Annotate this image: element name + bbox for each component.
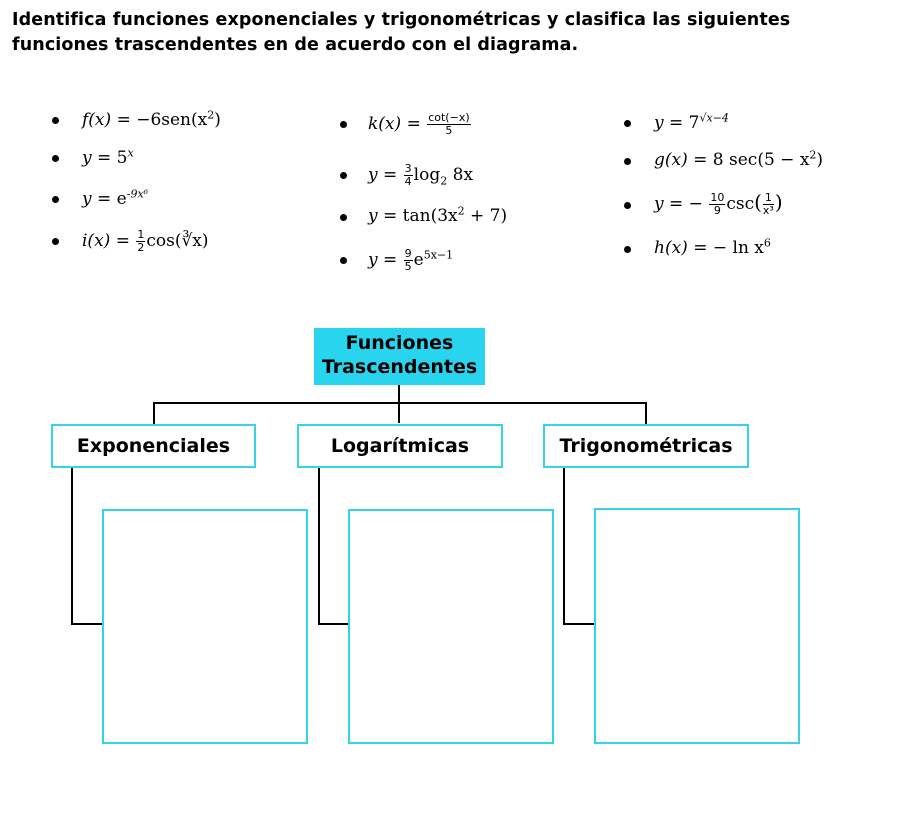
answer-box-exponenciales[interactable] (102, 509, 308, 744)
root-box (314, 328, 485, 385)
branch-line (318, 468, 320, 625)
root-line2: Trascendentes (321, 356, 478, 378)
bullet (624, 246, 631, 253)
bullet (340, 172, 347, 179)
connector-root (398, 385, 400, 423)
branch-line (71, 468, 73, 625)
bullet (52, 155, 59, 162)
category-logaritmicas: Logarítmicas (297, 424, 503, 468)
bullet (624, 120, 631, 127)
function-h: h(x) = − $\ln x^6$ (654, 236, 771, 258)
category-trigonometricas: Trigonométricas (543, 424, 749, 468)
connector-horizontal (153, 402, 647, 404)
function-y-e: $y = e^{-9x^6}$ (82, 187, 149, 209)
bullet (52, 117, 59, 124)
branch-line (71, 623, 104, 625)
function-y-log: y = $\frac{3}{4}$ $\log_2 8x$ (368, 162, 474, 188)
bullet (340, 121, 347, 128)
function-y-csc: y = − $\frac{10}{9}$ csc( $\frac{1}{\text{x³}}$ ) (654, 190, 783, 217)
bullet (624, 202, 631, 209)
function-y-5x: $y = 5^x$ (82, 146, 134, 168)
branch-line (563, 468, 565, 625)
bullet (624, 158, 631, 165)
category-exponenciales: Exponenciales (51, 424, 256, 468)
function-k: k(x) = $\frac{\cot(-x)}{5}$ (368, 111, 470, 137)
branch-line (563, 623, 596, 625)
function-y-tan: $y = \tan(3x^2 + 7)$ (368, 204, 508, 226)
answer-box-trigonometricas[interactable] (594, 508, 800, 744)
connector-right (645, 402, 647, 424)
function-y-7: $y = 7^{√x-4}$ (654, 111, 729, 133)
connector-left (153, 402, 155, 424)
function-y-e5x: y = $\frac{9}{5}$ $e^{5x-1}$ (368, 247, 454, 273)
function-i: i(x) = $\frac{1}{2}$ cos(∛x) (82, 228, 209, 254)
bullet (52, 238, 59, 245)
bullet (340, 257, 347, 264)
bullet (340, 214, 347, 221)
answer-box-logaritmicas[interactable] (348, 509, 554, 744)
bullet (52, 196, 59, 203)
function-f: $f(x) = -6sen(x^2)$ (82, 108, 221, 130)
function-g: g(x) = 8 $\sec(5 - x^2)$ (654, 148, 824, 170)
root-line1: Funciones (345, 332, 454, 354)
branch-line (318, 623, 350, 625)
instructions-text: Identifica funciones exponenciales y trigonométricas y clasifica las siguientes funciones trascendentes en de acuerdo con el diagrama. (12, 10, 791, 55)
